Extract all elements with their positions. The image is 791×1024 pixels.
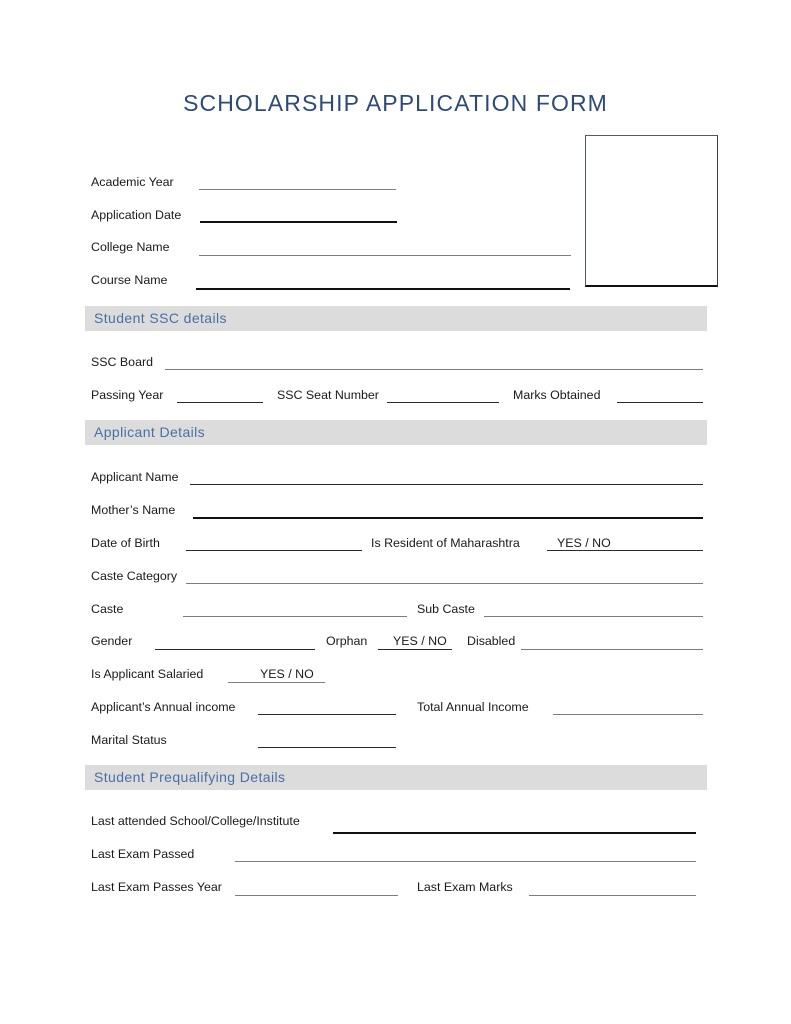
input-last-attended-school[interactable] xyxy=(333,832,696,834)
label-college-name: College Name xyxy=(91,240,170,254)
page-title: SCHOLARSHIP APPLICATION FORM xyxy=(183,90,608,116)
label-applicant-name: Applicant Name xyxy=(91,470,179,484)
input-marks-obtained[interactable] xyxy=(617,402,703,403)
value-is-resident-yes-no[interactable]: YES / NO xyxy=(557,536,611,550)
input-last-exam-marks[interactable] xyxy=(529,895,696,896)
input-ssc-seat-number[interactable] xyxy=(387,402,499,403)
section-title-applicant: Applicant Details xyxy=(94,424,206,440)
section-header-ssc xyxy=(85,306,707,331)
input-passing-year[interactable] xyxy=(177,402,263,403)
input-is-applicant-salaried[interactable] xyxy=(228,682,325,683)
label-last-attended-school: Last attended School/College/Institute xyxy=(91,814,300,828)
label-last-exam-passes-year: Last Exam Passes Year xyxy=(91,880,222,894)
input-caste[interactable] xyxy=(183,616,407,617)
input-last-exam-passed[interactable] xyxy=(235,861,696,862)
label-gender: Gender xyxy=(91,634,133,648)
input-is-resident-of-maharashtra[interactable] xyxy=(547,550,703,551)
input-academic-year[interactable] xyxy=(199,189,396,190)
input-mothers-name[interactable] xyxy=(193,517,703,519)
label-total-annual-income: Total Annual Income xyxy=(417,700,529,714)
label-applicant-annual-income: Applicant’s Annual income xyxy=(91,700,236,714)
label-marks-obtained: Marks Obtained xyxy=(513,388,601,402)
input-orphan[interactable] xyxy=(378,649,452,650)
input-application-date[interactable] xyxy=(200,221,397,223)
label-marital-status: Marital Status xyxy=(91,733,167,747)
label-application-date: Application Date xyxy=(91,208,182,222)
section-header-applicant xyxy=(85,420,707,445)
label-disabled: Disabled xyxy=(467,634,516,648)
label-is-resident-of-maharashtra: Is Resident of Maharashtra xyxy=(371,536,520,550)
label-orphan: Orphan xyxy=(326,634,368,648)
input-disabled[interactable] xyxy=(521,649,703,650)
input-gender[interactable] xyxy=(155,649,315,650)
input-applicant-annual-income[interactable] xyxy=(258,714,396,715)
input-total-annual-income[interactable] xyxy=(553,714,703,715)
section-header-prequalifying xyxy=(85,765,707,790)
label-caste-category: Caste Category xyxy=(91,569,178,583)
input-date-of-birth[interactable] xyxy=(186,550,362,551)
value-orphan-yes-no[interactable]: YES / NO xyxy=(393,634,447,648)
label-date-of-birth: Date of Birth xyxy=(91,536,160,550)
label-mothers-name: Mother’s Name xyxy=(91,503,176,517)
label-course-name: Course Name xyxy=(91,273,168,287)
label-ssc-seat-number: SSC Seat Number xyxy=(277,388,379,402)
label-passing-year: Passing Year xyxy=(91,388,164,402)
input-sub-caste[interactable] xyxy=(484,616,703,617)
value-is-salaried-yes-no[interactable]: YES / NO xyxy=(260,667,314,681)
label-academic-year: Academic Year xyxy=(91,175,174,189)
input-college-name[interactable] xyxy=(199,255,571,256)
input-marital-status[interactable] xyxy=(258,747,396,748)
input-last-exam-passes-year[interactable] xyxy=(235,895,398,896)
label-caste: Caste xyxy=(91,602,124,616)
section-title-prequalifying: Student Prequalifying Details xyxy=(94,769,286,785)
label-ssc-board: SSC Board xyxy=(91,355,153,369)
label-last-exam-passed: Last Exam Passed xyxy=(91,847,195,861)
input-course-name[interactable] xyxy=(196,288,570,290)
section-title-ssc: Student SSC details xyxy=(94,310,227,326)
label-last-exam-marks: Last Exam Marks xyxy=(417,880,513,894)
label-is-applicant-salaried: Is Applicant Salaried xyxy=(91,667,204,681)
input-applicant-name[interactable] xyxy=(190,484,703,485)
label-sub-caste: Sub Caste xyxy=(417,602,475,616)
input-caste-category[interactable] xyxy=(186,583,703,584)
input-ssc-board[interactable] xyxy=(165,369,703,370)
photograph-placeholder-box[interactable] xyxy=(585,135,718,287)
